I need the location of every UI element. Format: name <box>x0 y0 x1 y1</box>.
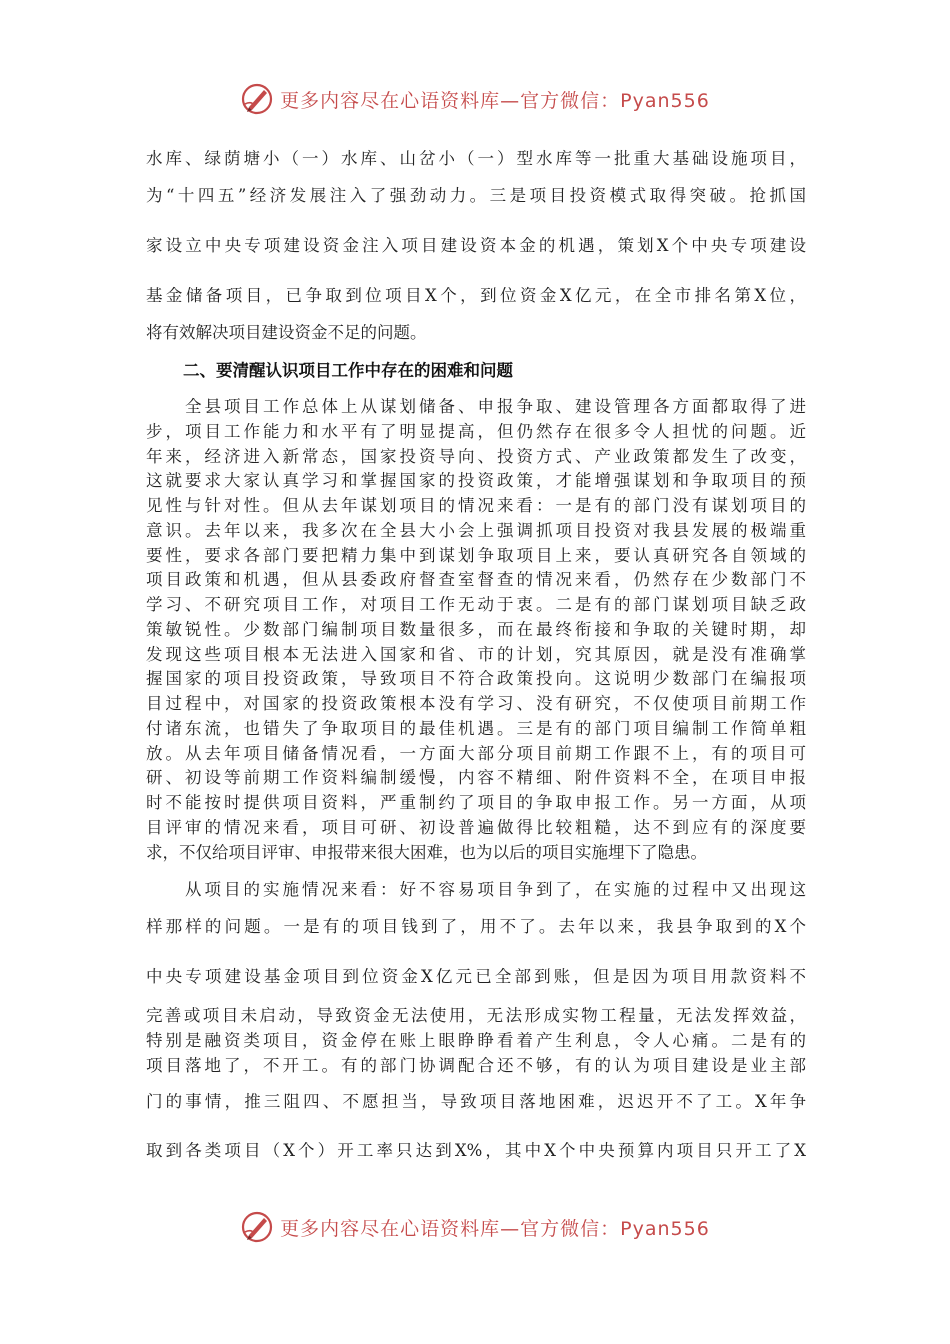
body-line: 放。从去年项目储备情况看，一方面大部分项目前期工作跟不上，有的项目可 <box>146 743 806 763</box>
body-line: 水库、绿荫塘小（一）水库、山岔小（一）型水库等一批重大基础设施项目， <box>146 149 806 168</box>
body-line: 时不能按时提供项目资料，严重制约了项目的争取申报工作。另一方面，从项 <box>146 793 806 812</box>
body-line: 目过程中，对国家的投资政策根本没有学习、没有研究，不仅使项目前期工作 <box>146 694 806 713</box>
footer-watermark-banner <box>0 1210 950 1244</box>
body-line: 意识。去年以来，我多次在全县大小会上强调抓项目投资对我县发展的极端重 <box>146 520 806 540</box>
body-line: 将有效解决项目建设资金不足的问题。 <box>146 323 427 342</box>
banner-text: 更多内容尽在心语资料库—官方微信：Pyan556 <box>280 89 710 112</box>
body-line: 项目政策和机遇，但从县委政府督查室督查的情况来看，仍然存在少数部门不 <box>146 570 806 590</box>
body-line: 项目落地了，不开工。有的部门协调配合还不够，有的认为项目建设是业主部 <box>146 1055 806 1075</box>
body-line: 为“十四五”经济发展注入了强劲动力。三是项目投资模式取得突破。抢抓国 <box>146 186 806 205</box>
pen-logo-icon <box>240 82 274 116</box>
body-line: 样那样的问题。一是有的项目钱到了，用不了。去年以来，我县争取到的X个 <box>146 917 806 936</box>
section-heading: 二、要清醒认识项目工作中存在的困难和问题 <box>183 361 513 380</box>
pen-logo-icon <box>240 1210 274 1244</box>
body-line: 步，项目工作能力和水平有了明显提高，但仍然存在很多令人担忧的问题。近 <box>146 421 806 441</box>
body-line: 学习、不研究项目工作，对项目工作无动于衷。二是有的部门谋划项目缺乏政 <box>146 595 806 614</box>
body-line: 研、初设等前期工作资料编制缓慢，内容不精细、附件资料不全，在项目申报 <box>146 768 806 788</box>
paragraph-block <box>146 1004 806 1078</box>
body-line: 完善或项目未启动，导致资金无法使用，无法形成实物工程量，无法发挥效益， <box>146 1006 806 1025</box>
body-line: 基金储备项目，已争取到位项目X个，到位资金X亿元，在全市排名第X位， <box>146 286 806 305</box>
body-line: 年来，经济进入新常态，国家投资导向、投资方式、产业政策都发生了改变， <box>146 446 806 466</box>
body-line: 全县项目工作总体上从谋划储备、申报争取、建设管理各方面都取得了进 <box>146 397 806 416</box>
banner-text: 更多内容尽在心语资料库—官方微信：Pyan556 <box>280 1217 710 1240</box>
body-line: 家设立中央专项建设资金注入项目建设资本金的机遇，策划X个中央专项建设 <box>146 236 806 255</box>
body-line: 付诸东流，也错失了争取项目的最佳机遇。三是有的部门项目编制工作简单粗 <box>146 718 806 738</box>
body-line: 发现这些项目根本无法进入国家和省、市的计划，究其原因，就是没有准确掌 <box>146 644 806 664</box>
body-line: 见性与针对性。但从去年谋划项目的情况来看：一是有的部门没有谋划项目的 <box>146 496 806 515</box>
body-line: 取到各类项目（X个）开工率只达到X%，其中X个中央预算内项目只开工了X <box>146 1141 806 1160</box>
body-line: 握国家的项目投资政策，导致项目不符合政策投向。这说明少数部门在编报项 <box>146 669 806 689</box>
body-line: 要性，要求各部门要把精力集中到谋划争取项目上来，要认真研究各自领域的 <box>146 545 806 565</box>
paragraph-block <box>146 395 806 865</box>
body-line: 从项目的实施情况来看：好不容易项目争到了，在实施的过程中又出现这 <box>146 880 806 899</box>
body-line: 门的事情，推三阻四、不愿担当，导致项目落地困难，迟迟开不了工。X年争 <box>146 1092 806 1111</box>
body-line: 目评审的情况来看，项目可研、初设普遍做得比较粗糙，达不到应有的深度要 <box>146 817 806 837</box>
body-line: 这就要求大家认真学习和掌握国家的投资政策，才能增强谋划和争取项目的预 <box>146 471 806 491</box>
header-watermark-banner <box>0 82 950 116</box>
body-line: 策敏锐性。少数部门编制项目数量很多，而在最终衔接和争取的关键时期，却 <box>146 619 806 639</box>
body-line: 特别是融资类项目，资金停在账上眼睁睁看着产生利息，令人心痛。二是有的 <box>146 1030 806 1050</box>
body-line: 求，不仅给项目评审、申报带来很大困难，也为以后的项目实施埋下了隐患。 <box>146 842 707 862</box>
body-line: 中央专项建设基金项目到位资金X亿元已全部到账，但是因为项目用款资料不 <box>146 967 806 986</box>
